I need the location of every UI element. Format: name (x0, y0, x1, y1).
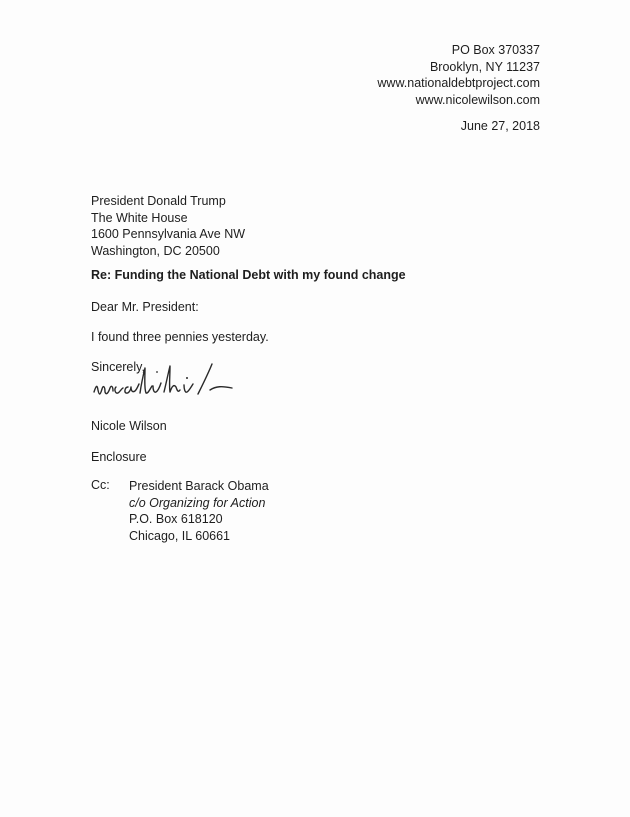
letter-date: June 27, 2018 (460, 119, 540, 133)
cc-po-box: P.O. Box 618120 (129, 512, 223, 526)
sender-po-box: PO Box 370337 (451, 43, 540, 57)
recipient-address-block (91, 193, 245, 259)
recipient-org: The White House (91, 210, 188, 225)
recipient-street: 1600 Pennsylvania Ave NW (91, 227, 246, 241)
sender-city-state-zip: Brooklyn, NY 11237 (429, 59, 540, 74)
enclosure-note: Enclosure (91, 450, 147, 464)
salutation: Dear Mr. President: (91, 300, 199, 314)
letter-body: I found three pennies yesterday. (91, 330, 269, 344)
recipient-name: President Donald Trump (91, 194, 226, 208)
cc-city: Chicago, IL 60661 (129, 528, 231, 543)
cc-name: President Barack Obama (129, 479, 269, 493)
sender-website-national-debt: www.nationaldebtproject.com (377, 76, 540, 90)
signer-name: Nicole Wilson (91, 419, 167, 433)
sender-address-block (377, 42, 540, 108)
recipient-city: Washington, DC 20500 (91, 243, 220, 258)
cc-label: Cc: (91, 478, 110, 492)
sender-website-personal: www.nicolewilson.com (415, 92, 540, 107)
cc-care-of: c/o Organizing for Action (129, 495, 266, 510)
closing: Sincerely, (91, 360, 145, 374)
cc-address-block (129, 478, 269, 544)
handwritten-signature (90, 356, 240, 406)
subject-line: Re: Funding the National Debt with my found change (91, 268, 406, 282)
